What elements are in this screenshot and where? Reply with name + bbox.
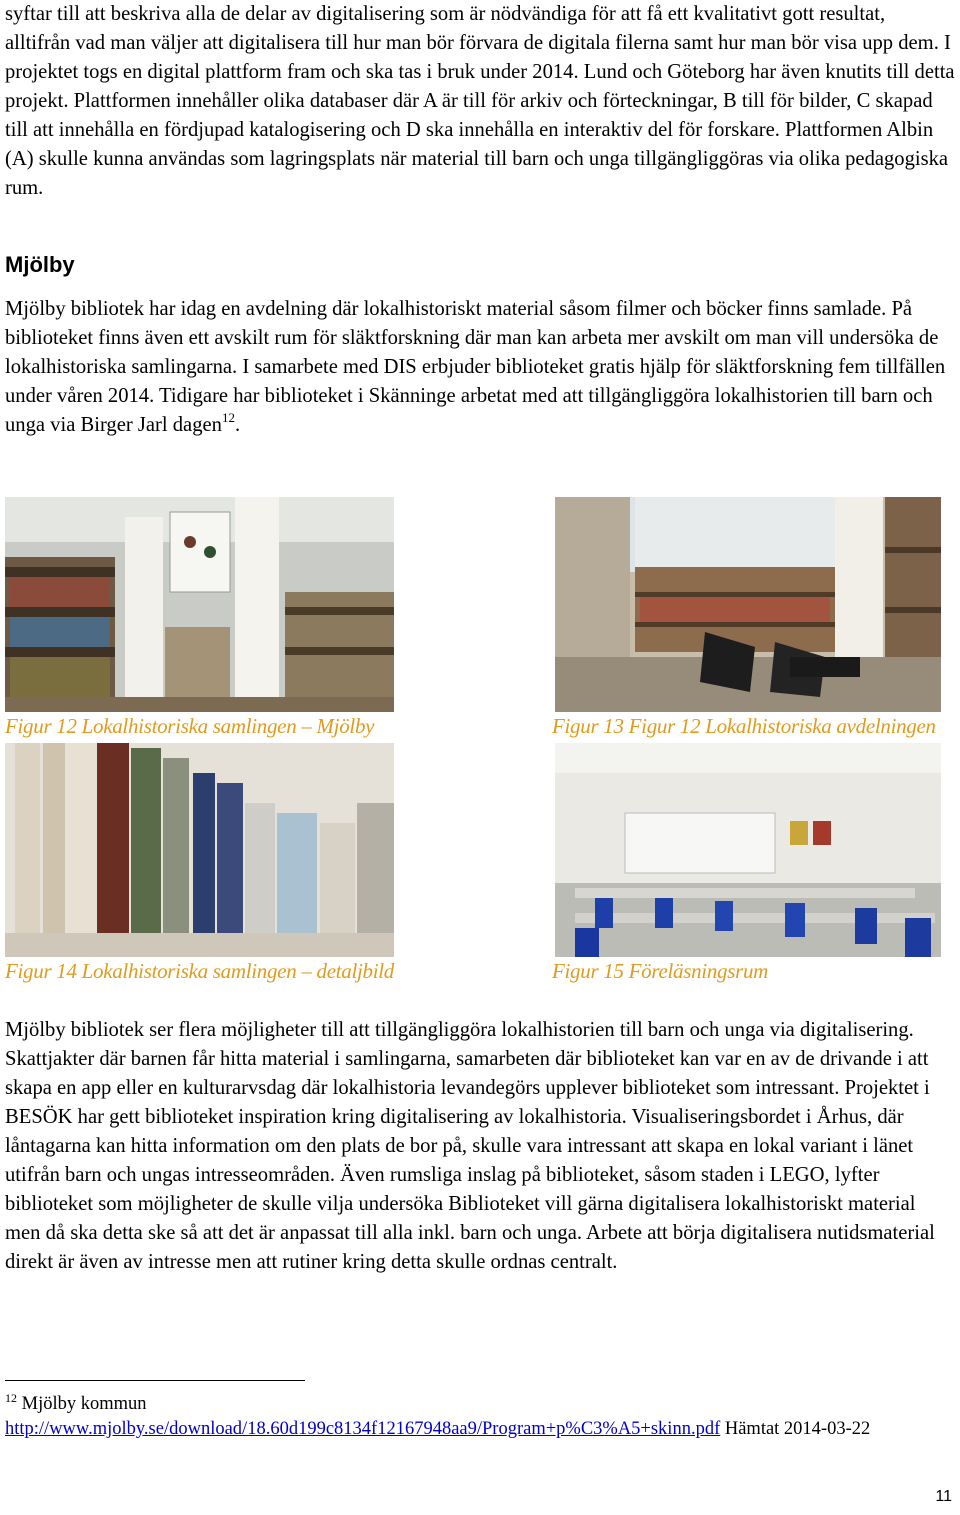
footnote-source: Mjölby kommun <box>21 1394 147 1414</box>
library-collection-image <box>5 497 394 712</box>
footnote <box>5 1392 950 1442</box>
library-collection-photo <box>5 497 394 712</box>
paragraph-mjolby-end: . <box>234 414 241 436</box>
paragraph-mjolby <box>5 295 955 440</box>
paragraph-possibilities: Mjölby bibliotek ser flera möjligheter till att tillgängliggöra lokalhistorien till barn och unga via digitalisering. Skattjakter där barnen får hitta material i samlingarna, samarbeten där biblioteket kan var en av de drivande i att skapa en app eller en kulturarvsdag där lokalhistoria levandegörs upplever biblioteket som intressant. Projektet i BESÖK har gett biblioteket inspiration kring digitalisering av lokalhistoria. Visualiseringsbordet i Århus, där låntagarna kan hitta information om den plats de bor på, skulle vara intressant att skapa en lokal variant i länet utifrån barn och ungas intresseområden. Även rumsliga inslag på biblioteket, såsom staden i LEGO, lyfter biblioteket som möjligheter de skulle vilja undersöka Biblioteket vill gärna digitalisera lokalhistoriskt material men då ska detta ske så att det är anpassat till alla inkl. barn och unga. Arbete att börja digitalisera nutidsmaterial direkt är även av intresse men att rutiner kring detta skulle ordnas centralt. <box>5 1019 935 1273</box>
paragraph-mjolby-text: Mjölby bibliotek har idag en avdelning där lokalhistoriskt material såsom filmer och böcker finns samlade. På biblioteket finns även ett avskilt rum för släktforskning där man kan arbeta mer avskilt om man vill undersöka de lokalhistoriska samlingarna. I samarbete med DIS erbjuder biblioteket gratis hjälp för släktforskning fem tillfällen under våren 2014. Tidigare har biblioteket i Skänninge arbetat med att tillgängliggöra lokalhistorien till barn och unga via Birger Jarl dagen <box>5 298 946 436</box>
book-detail-image <box>5 743 394 957</box>
figure-caption-12: Figur 12 Lokalhistoriska samlingen – Mjölby <box>5 714 375 738</box>
footnote-link[interactable]: http://www.mjolby.se/download/18.60d199c8134f12167948aa9/Program+p%C3%A5+skinn.pdf <box>5 1419 721 1439</box>
footnote-retrieved: Hämtat 2014-03-22 <box>724 1419 871 1439</box>
paragraph-intro: syftar till att beskriva alla de delar av digitalisering som är nödvändiga för att få ett kvalitativt gott resultat, alltifrån vad man väljer att digitalisera till hur man bör förvara de digitala filerna samt hur man bör visa upp dem. I projektet togs en digital plattform fram och ska tas i bruk under 2014. Lund och Göteborg har även knutits till detta projekt. Plattformen innehåller olika databaser där A är till för arkiv och förteckningar, B till för bilder, C skapad till att innehålla en fördjupad katalogisering och D ska innehålla en interaktiv del för forskare. Plattformen Albin (A) skulle kunna användas som lagringsplats när material till barn och unga tillgängliggöras via olika pedagogiska rum. <box>5 3 955 199</box>
reading-area-image <box>555 497 941 712</box>
figure-caption-15: Figur 15 Föreläsningsrum <box>552 959 769 983</box>
footnote-separator <box>5 1380 305 1381</box>
footnote-reference[interactable]: 12 <box>221 410 235 425</box>
section-heading: Mjölby <box>5 252 75 277</box>
figure-caption-13: Figur 13 Figur 12 Lokalhistoriska avdelningen <box>552 714 936 738</box>
book-detail-photo <box>5 743 394 957</box>
reading-area-photo <box>555 497 941 712</box>
lecture-room-photo <box>555 743 941 957</box>
lecture-room-image <box>555 743 941 957</box>
page-number: 11 <box>935 1488 952 1505</box>
figure-caption-14: Figur 14 Lokalhistoriska samlingen – detaljbild <box>5 959 394 983</box>
footnote-number: 12 <box>5 1391 17 1405</box>
